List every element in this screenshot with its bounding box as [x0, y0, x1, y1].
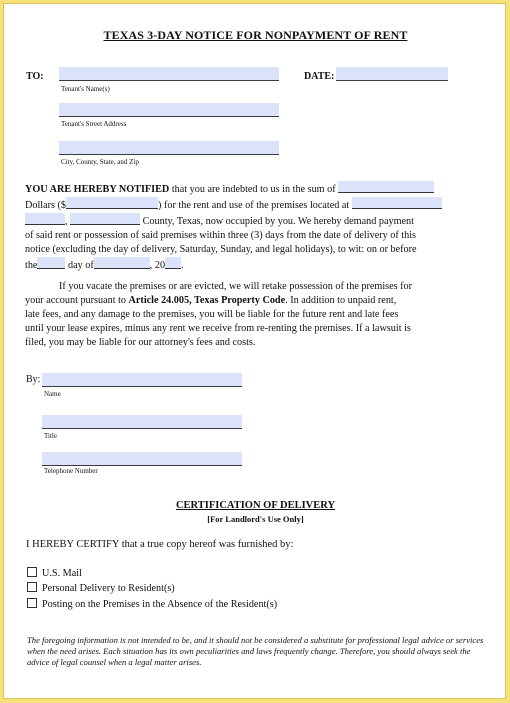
deadline-day-field[interactable]: [37, 257, 65, 269]
document-page: [3, 3, 506, 699]
tenant-name-caption: Tenant's Name(s): [61, 85, 110, 93]
amount-words-field[interactable]: [338, 181, 434, 193]
tenant-name-field[interactable]: [59, 67, 279, 81]
premises-address-field-2[interactable]: [25, 213, 65, 225]
phone-caption: Telephone Number: [44, 467, 98, 475]
certification-heading: CERTIFICATION OF DELIVERY: [175, 500, 336, 511]
signature-name-field[interactable]: [42, 373, 242, 387]
date-label: DATE:: [304, 71, 335, 82]
premises-address-field[interactable]: [352, 197, 442, 209]
certify-statement: I HEREBY CERTIFY that a true copy hereof was furnished by:: [26, 539, 294, 550]
personal-delivery-checkbox[interactable]: [27, 582, 37, 592]
city-caption: City, County, State, and Zip: [61, 158, 139, 166]
by-label: By:: [26, 374, 41, 385]
title-caption: Title: [44, 432, 57, 440]
notice-lead: YOU ARE HEREBY NOTIFIED: [25, 184, 170, 195]
legal-disclaimer: The foregoing information is not intended to be, and it should not be considered a substitute for professional legal advice or services when the need arises. Each situation has its own peculiarities and laws frequently change. Therefore, you should always seek the advice of legal counsel when a legal matter arises.: [27, 635, 484, 667]
amount-number-field[interactable]: [66, 197, 158, 209]
option-personal-delivery[interactable]: Personal Delivery to Resident(s): [27, 582, 175, 594]
posting-checkbox[interactable]: [27, 598, 37, 608]
statute-reference: Article 24.005, Texas Property Code: [128, 295, 286, 306]
tenant-address-caption: Tenant's Street Address: [61, 120, 127, 128]
document-title: TEXAS 3-DAY NOTICE FOR NONPAYMENT OF RENT: [103, 28, 408, 42]
notice-paragraph: YOU ARE HEREBY NOTIFIED that you are indebted to us in the sum of Dollars ($ ) for the rent and use of the premises located at , County, Texas, now occupied by you. We hereby demand payment of said rent or possession of said premises within three (3) days from the date of delivery of this notice (excluding the day of delivery, Saturday, Sunday, and legal holidays), to wit: on or before the day of , 20 .: [25, 181, 487, 273]
telephone-field[interactable]: [42, 452, 242, 466]
name-caption: Name: [44, 390, 61, 398]
option-posting[interactable]: Posting on the Premises in the Absence of the Resident(s): [27, 598, 277, 610]
us-mail-checkbox[interactable]: [27, 567, 37, 577]
to-label: TO:: [26, 71, 44, 82]
certification-subheading: [For Landlord's Use Only]: [207, 514, 304, 524]
city-county-field[interactable]: [59, 141, 279, 155]
deadline-month-field[interactable]: [94, 257, 150, 269]
date-field[interactable]: [336, 67, 448, 81]
deadline-year-field[interactable]: [165, 257, 181, 269]
county-field[interactable]: [70, 213, 140, 225]
vacate-paragraph: If you vacate the premises or are evicted, we will retake possession of the premises for your account pursuant to Article 24.005, Texas Property Code. In addition to unpaid rent, late fees, and any damage to the premises, you will be liable for the future rent and late fees until your lease expires, minus any rent we receive from re-renting the premises. If a lawsuit is filed, you may be liable for our attorney's fees and costs.: [25, 281, 413, 348]
signature-title-field[interactable]: [42, 415, 242, 429]
tenant-address-field[interactable]: [59, 103, 279, 117]
option-us-mail[interactable]: U.S. Mail: [27, 567, 82, 579]
